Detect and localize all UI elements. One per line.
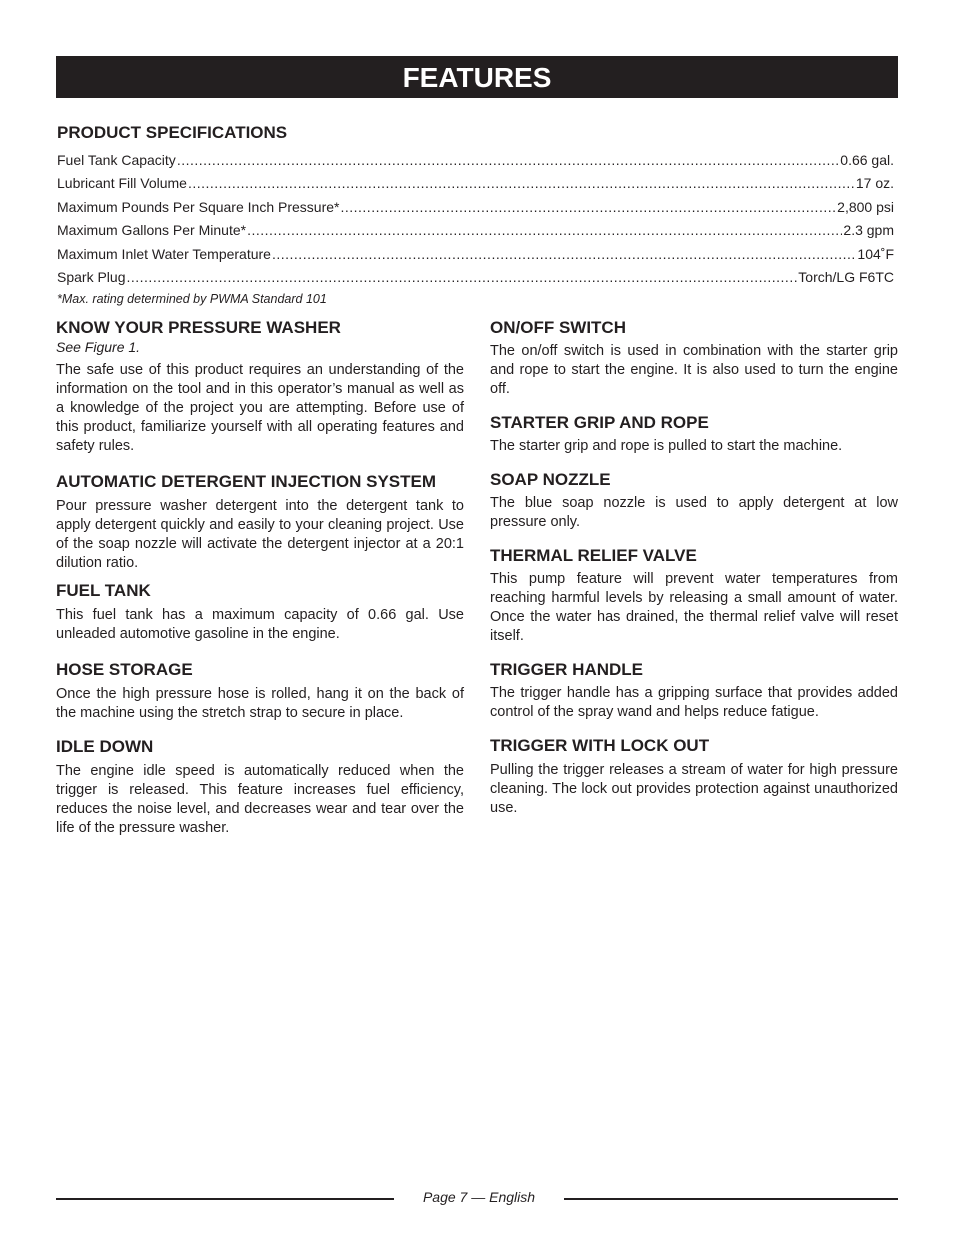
- section-title: KNOW YOUR PRESSURE WASHER: [56, 318, 341, 337]
- section-title: STARTER GRIP AND ROPE: [490, 413, 709, 432]
- spec-row: [57, 243, 894, 266]
- section-fuel-tank: [56, 581, 464, 644]
- section-body: The on/off switch is used in combination with the starter grip and rope to start the engine. It is also used to turn the engine off.: [490, 343, 898, 397]
- section-title: HOSE STORAGE: [56, 660, 193, 679]
- spec-label: Maximum Pounds Per Square Inch Pressure*: [57, 198, 340, 215]
- dot-leader: [126, 266, 797, 289]
- spec-row: [57, 172, 894, 195]
- spec-value: Torch/LG F6TC: [798, 268, 894, 285]
- section-automatic-detergent-injection: [56, 472, 464, 573]
- section-trigger-with-lock-out: [490, 736, 898, 818]
- spec-value: 0.66 gal.: [840, 152, 894, 168]
- section-soap-nozzle: [490, 470, 898, 532]
- spec-value: 2,800 psi: [837, 198, 894, 215]
- dot-leader: [177, 149, 839, 172]
- section-title: TRIGGER WITH LOCK OUT: [490, 736, 710, 755]
- section-title: THERMAL RELIEF VALVE: [490, 546, 697, 565]
- section-body: The engine idle speed is automatically reduced when the trigger is released. This feature increases fuel efficiency, reduces the noise level, and decreases wear and tear over the life of the pressure washer.: [56, 763, 464, 836]
- section-on-off-switch: [490, 318, 898, 399]
- section-body: Pulling the trigger releases a stream of water for high pressure cleaning. The lock out provides protection against unauthorized use.: [490, 762, 898, 816]
- section-title: IDLE DOWN: [56, 737, 154, 756]
- section-body: Once the high pressure hose is rolled, hang it on the back of the machine using the stretch strap to secure in place.: [56, 686, 464, 721]
- page-number: Page 7 — English: [422, 1189, 536, 1205]
- spec-value: 17 oz.: [855, 175, 894, 192]
- section-idle-down: [56, 737, 464, 838]
- spec-label: Maximum Inlet Water Temperature: [57, 245, 271, 262]
- spec-row: [57, 219, 894, 242]
- spec-row: [57, 266, 894, 289]
- spec-label: Lubricant Fill Volume: [57, 175, 187, 192]
- section-title: ON/OFF SWITCH: [490, 318, 626, 337]
- page-footer: [56, 1186, 898, 1208]
- section-know-your-pressure-washer: [56, 318, 464, 456]
- section-title: AUTOMATIC DETERGENT INJECTION SYSTEM: [56, 472, 437, 491]
- dot-leader: [272, 243, 856, 266]
- page-title: FEATURES: [56, 56, 898, 98]
- spec-row: [57, 149, 894, 172]
- spec-label: Spark Plug: [57, 268, 126, 285]
- product-specifications: [57, 123, 894, 306]
- spec-label: Fuel Tank Capacity: [57, 152, 176, 168]
- spec-row: [57, 196, 894, 219]
- section-title: SOAP NOZZLE: [490, 470, 611, 489]
- section-body: Pour pressure washer detergent into the detergent tank to apply detergent quickly and easily to your cleaning project. Use of the soap nozzle will activate the detergent injector at a 20:1 dilution ratio.: [56, 498, 464, 571]
- left-column: [56, 318, 464, 838]
- dot-leader: [340, 196, 836, 219]
- section-title: TRIGGER HANDLE: [490, 660, 643, 679]
- spec-value: 2.3 gpm: [843, 222, 894, 239]
- spec-value: 104˚F: [857, 245, 894, 262]
- right-column: [490, 318, 898, 818]
- dot-leader: [188, 172, 855, 195]
- spec-footnote: *Max. rating determined by PWMA Standard 101: [57, 292, 327, 307]
- section-body: The trigger handle has a gripping surface that provides added control of the spray wand and helps reduce fatigue.: [490, 685, 898, 720]
- section-body: This pump feature will prevent water temperatures from reaching harmful levels by releasing a small amount of water. Once the water has drained, the thermal relief valve will reset itself.: [490, 571, 898, 644]
- specs-heading: PRODUCT SPECIFICATIONS: [57, 123, 288, 142]
- section-body: This fuel tank has a maximum capacity of 0.66 gal. Use unleaded automotive gasoline in the engine.: [56, 607, 464, 642]
- section-body: The blue soap nozzle is used to apply detergent at low pressure only.: [490, 495, 898, 530]
- section-body: The starter grip and rope is pulled to start the machine.: [490, 438, 843, 454]
- dot-leader: [247, 219, 842, 242]
- section-starter-grip-and-rope: [490, 413, 898, 456]
- section-hose-storage: [56, 660, 464, 723]
- spec-label: Maximum Gallons Per Minute*: [57, 222, 247, 239]
- figure-reference: See Figure 1.: [56, 339, 141, 355]
- footer-rule-left: [56, 1198, 394, 1200]
- section-trigger-handle: [490, 660, 898, 722]
- section-title: FUEL TANK: [56, 581, 151, 600]
- section-body: The safe use of this product requires an understanding of the information on the tool and in this operator’s manual as well as a knowledge of the project you are attempting. Before use of this product, familiarize yourself with all operating features and safety rules.: [56, 362, 464, 454]
- section-thermal-relief-valve: [490, 546, 898, 646]
- footer-rule-right: [564, 1198, 898, 1200]
